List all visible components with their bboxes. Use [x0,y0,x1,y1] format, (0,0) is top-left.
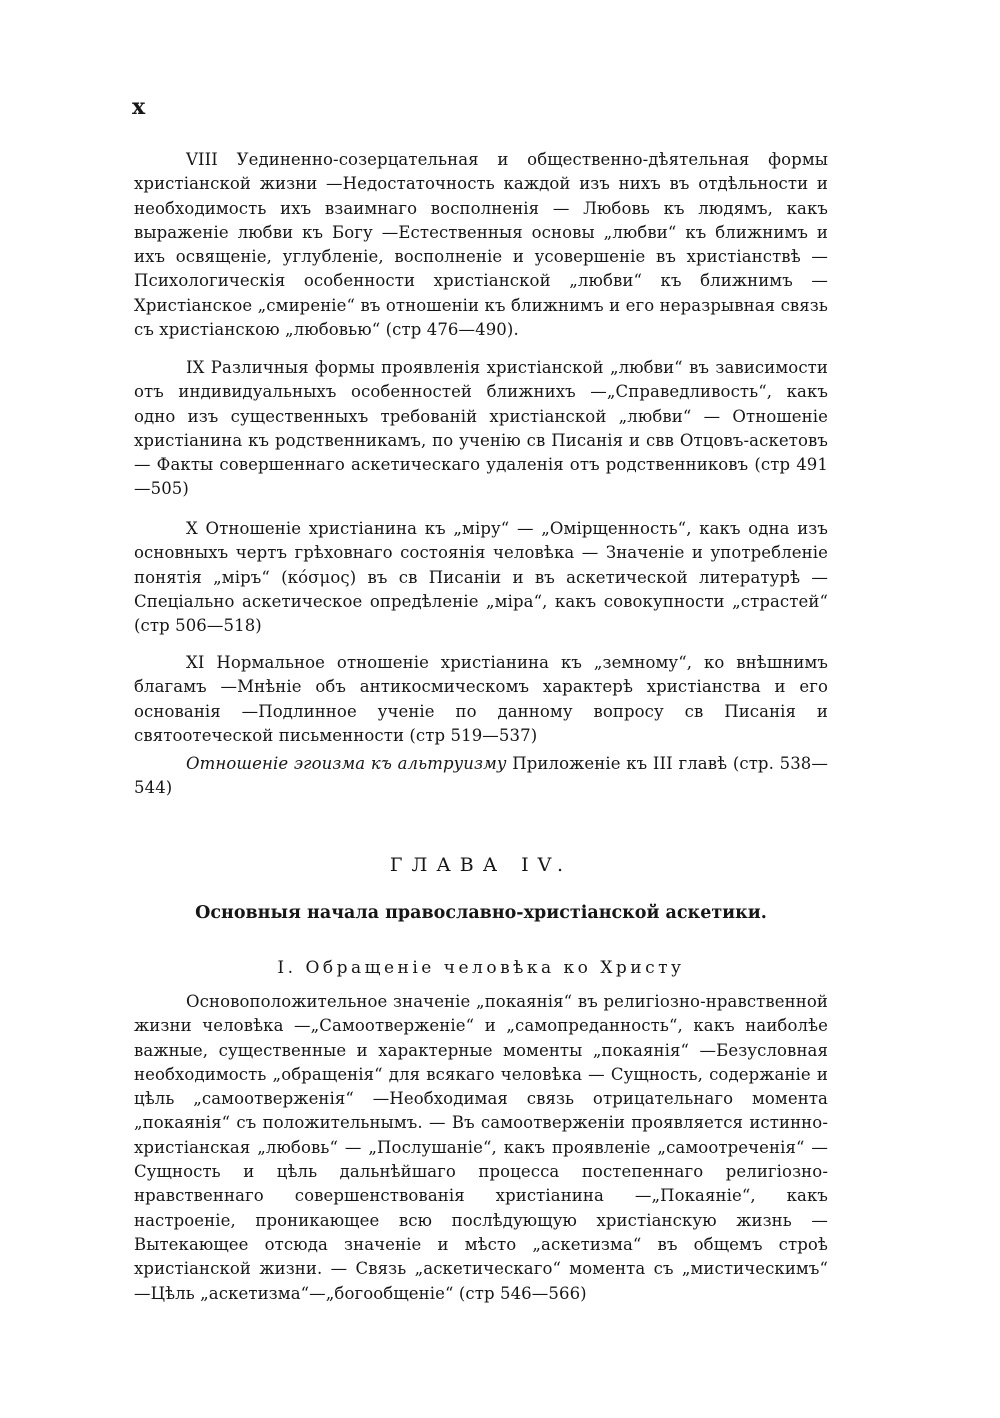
toc-paragraph-xi: XI Нормальное отношеніе христіанина къ „земному“, ко внѣшнимъ благамъ —Мнѣніе объ антикосмическомъ характерѣ христіанства и его основанія —Подлинное ученіе по данному вопросу св Писанія и святоотеческой письменности (стр 519—537) [134,653,828,745]
appendix-text: Приложеніе къ III главѣ (стр. 538—544) [134,754,828,798]
section-paragraph: Основоположительное значеніе „покаянія“ въ религіозно-нравственной жизни человѣка —„Самоотверженіе“ и „самопреданность“, какъ наиболѣе важные, существенные и характерные моменты „покаянія“ —Безусловная необходимость „обращенія“ для всякаго человѣка — Сущность, содержаніе и цѣль „самоотверженія“ —Необходимая связь отрицательнаго момента „покаянія“ съ положительнымъ. — Въ самоотверженіи проявляется истинно-христіанская „любовь“ — „Послушаніе“, какъ проявленіе „самоотреченія“ —Сущность и цѣль дальнѣйшаго процесса постепеннаго религіозно-нравственнаго совершенствованія христіанина —„Покаяніе“, какъ настроеніе, проникающее всю послѣдующую христіанскую жизнь —Вытекающее отсюда значеніе и мѣсто „аскетизма“ въ общемъ строѣ христіанской жизни. — Связь „аскетическаго“ момента съ „мистическимъ“ —Цѣль „аскетизма“—„богообщеніе“ (стр 546—566) [134,992,828,1303]
toc-paragraph-ix: IX Различныя формы проявленія христіанской „любви“ въ зависимости отъ индивидуальныхъ особенностей ближнихъ —„Справедливость“, какъ одно изъ существенныхъ требованій христіанской „любви“ — Отношеніе христіанина къ родственникамъ, по ученію св Писанія и свв Отцовъ-аскетовъ — Факты совершеннаго аскетическаго удаленія отъ родственниковъ (стр 491—505) [134,358,828,499]
section-title: I. Обращеніе человѣка ко Христу [277,958,685,978]
chapter-heading: ГЛАВА IV. [389,854,573,876]
chapter-title: Основныя начала православно-христіанской аскетики. [195,903,767,923]
page-number: x [132,94,146,120]
appendix-italic-title: Отношеніе эгоизма къ альтруизму [186,754,507,773]
toc-paragraph-viii: VIII Уединенно-созерцательная и общественно-дѣятельная формы христіанской жизни —Недостаточность каждой изъ нихъ въ отдѣльности и необходимость ихъ взаимнаго восполненія — Любовь къ людямъ, какъ выраженіе любви къ Богу —Естественныя основы „любви“ къ ближнимъ и ихъ освященіе, углубленіе, восполненіе и усовершеніе въ христіанствѣ —Психологическія особенности христіанской „любви“ къ ближнимъ — Христіанское „смиреніе“ въ отношеніи къ ближнимъ и его неразрывная связь съ христіанскою „любовью“ (стр 476—490). [134,150,828,340]
appendix-paragraph [134,752,828,801]
toc-paragraph-x: X Отношеніе христіанина къ „міру“ — „Омірщенность“, какъ одна изъ основныхъ чертъ грѣховнаго состоянія человѣка — Значеніе и употребленіе понятія „міръ“ (κόσμος) въ св Писаніи и въ аскетической литературѣ —Спеціально аскетическое опредѣленіе „міра“, какъ совокупности „страстей“ (стр 506—518) [134,519,828,636]
